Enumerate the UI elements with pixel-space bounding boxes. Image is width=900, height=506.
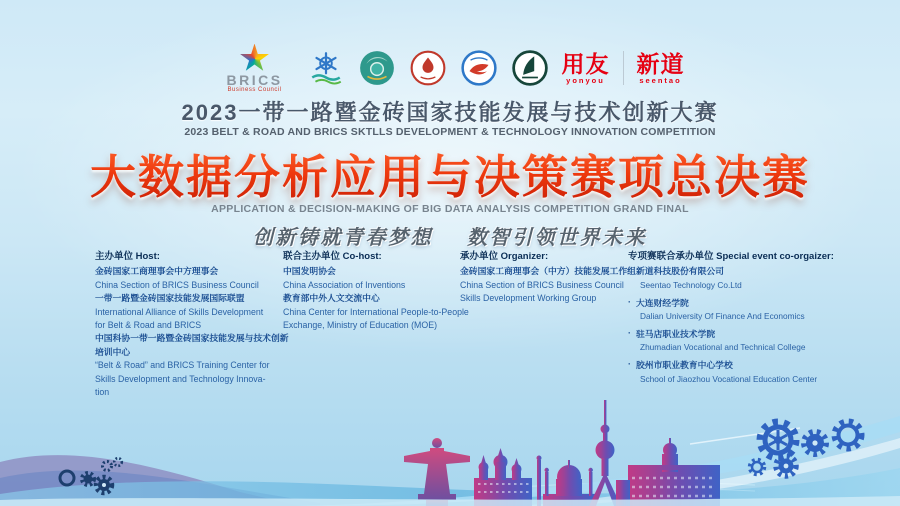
special-item-en: School of Jiaozhou Vocational Education Center xyxy=(640,373,818,384)
slogan xyxy=(0,221,900,250)
skills-alliance-emblem-icon xyxy=(307,49,345,87)
brand-divider xyxy=(623,51,624,85)
host-header: 主办单位 Host: xyxy=(95,251,160,262)
host-line: 金砖国家工商理事会中方理事会 xyxy=(95,266,219,277)
host-line: for Belt & Road and BRICS xyxy=(95,320,202,331)
brics-wordmark: BRICS xyxy=(226,71,283,88)
special-item xyxy=(628,297,834,324)
event-title-cn: 大数据分析应用与决策赛项总决赛 xyxy=(0,141,900,207)
special-item-cn: · 驻马店职业技术学院 xyxy=(636,329,716,340)
organizer-column xyxy=(460,250,636,306)
cohost-line: Exchange, Ministry of Education (MOE) xyxy=(283,320,438,331)
host-line: tion xyxy=(95,387,110,398)
host-line: International Alliance of Skills Development xyxy=(95,306,264,317)
host-line: 中国科协一带一路暨金砖国家技能发展与技术创新 xyxy=(95,333,289,344)
seentao-latin: seentao xyxy=(639,75,682,85)
special-item xyxy=(628,328,834,355)
special-header: 专项赛联合承办单位 Special event co-orgaizer: xyxy=(628,251,834,262)
cohost-column xyxy=(283,250,469,332)
brics-business-council-logo xyxy=(216,44,294,93)
host-line: 一带一路暨金砖国家技能发展国际联盟 xyxy=(95,293,245,304)
slogan-right: 数智引领世界未来 xyxy=(467,227,647,249)
organizer-line: Skills Development Working Group xyxy=(460,293,597,304)
special-item-cn: · 大连财经学院 xyxy=(636,297,689,308)
event-title-en: APPLICATION & DECISION-MAKING OF BIG DATA ANALYSIS COMPETITION GRAND FINAL xyxy=(211,203,689,215)
host-line: 培训中心 xyxy=(95,346,131,357)
invention-association-emblem-icon xyxy=(358,49,396,87)
yonyou-logo xyxy=(562,52,610,85)
seentao-wordmark: 新道 xyxy=(636,50,685,77)
organizer-header: 承办单位 Organizer: xyxy=(460,251,549,262)
yonyou-latin: yonyou xyxy=(566,75,605,85)
cohost-line: China Association of Inventions xyxy=(283,279,406,290)
cohost-line: 教育部中外人文交流中心 xyxy=(283,293,380,304)
special-item xyxy=(628,265,834,292)
brics-caption: Business Council xyxy=(227,86,282,93)
cohost-line: 中国发明协会 xyxy=(283,266,336,277)
host-line: Skills Development and Technology Innova- xyxy=(95,373,266,384)
seentao-logo xyxy=(637,52,685,85)
sail-school-emblem-icon xyxy=(511,49,549,87)
bottom-skyline-art xyxy=(0,366,900,506)
working-group-emblem-icon xyxy=(460,49,498,87)
cohost-header: 联合主办单位 Co-host: xyxy=(283,251,382,262)
special-item-cn: · 胶州市职业教育中心学校 xyxy=(636,360,733,371)
special-item-cn: · 新道科技股份有限公司 xyxy=(636,266,724,277)
special-item-en: Seentao Technology Co.Ltd xyxy=(640,279,742,290)
special-item-en: Dalian University Of Finance And Economics xyxy=(640,311,805,322)
organizer-line: 金砖国家工商理事会（中方）技能发展工作组 xyxy=(460,266,636,277)
people-exchange-center-emblem-icon xyxy=(409,49,447,87)
host-line: “Belt & Road” and BRICS Training Center for xyxy=(95,360,270,371)
yonyou-wordmark: 用友 xyxy=(561,50,610,77)
cohost-line: China Center for International People-to-People xyxy=(283,306,469,317)
slogan-left: 创新铸就青春梦想 xyxy=(253,227,433,249)
organizer-line: China Section of BRICS Business Council xyxy=(460,279,624,290)
competition-title-cn: 2023一带一路暨金砖国家技能发展与技术创新大赛 xyxy=(181,100,719,125)
logo-row xyxy=(0,44,900,92)
special-item-en: Zhumadian Vocational and Technical College xyxy=(640,342,806,353)
host-line: China Section of BRICS Business Council xyxy=(95,279,259,290)
brics-star-icon xyxy=(240,44,270,74)
competition-title-en: 2023 BELT & ROAD AND BRICS SKTLLS DEVELOPMENT & TECHNOLOGY INNOVATION COMPETITION xyxy=(184,126,716,138)
